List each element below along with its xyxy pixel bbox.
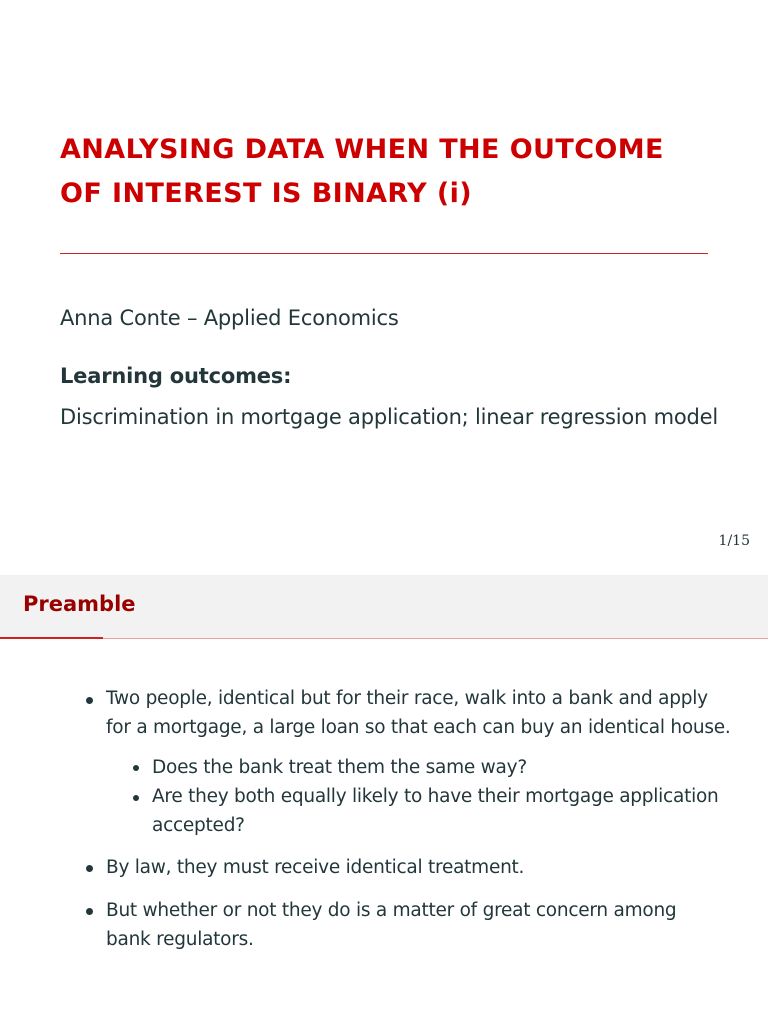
frame-title-divider [0, 638, 768, 639]
list-item-line: for a mortgage, a large loan so that each can buy an identical house. [106, 717, 731, 738]
author-line: Anna Conte – Applied Economics [60, 306, 399, 330]
bullet-dot [86, 908, 93, 915]
learning-outcomes-heading: Learning outcomes: [60, 364, 292, 388]
list-item-line: Does the bank treat them the same way? [152, 757, 527, 778]
list-item-line: By law, they must receive identical treatment. [106, 857, 525, 878]
list-item-line: Two people, identical but for their race, walk into a bank and apply [106, 688, 708, 709]
sub-bullet-dot [133, 765, 139, 771]
slide-title-line-1: ANALYSING DATA WHEN THE OUTCOME [60, 134, 664, 165]
bullet-dot [86, 865, 93, 872]
page-number: 1/15 [718, 533, 750, 549]
list-item [106, 853, 524, 882]
preamble-slide [0, 575, 768, 1024]
list-item-line: accepted? [152, 815, 245, 836]
sub-bullet-dot [133, 795, 139, 801]
frame-title-accent [0, 637, 103, 639]
list-item-line: bank regulators. [106, 929, 254, 950]
list-item-line: But whether or not they do is a matter of great concern among [106, 900, 677, 921]
sub-list-item [152, 782, 719, 840]
sub-list-item [152, 753, 527, 782]
list-item [106, 896, 676, 954]
bullet-dot [86, 697, 93, 704]
list-item [106, 684, 731, 742]
frame-title-bar [0, 575, 768, 638]
title-divider [60, 253, 708, 254]
list-item-line: Are they both equally likely to have their mortgage application [152, 786, 719, 807]
slide-title-line-2: OF INTEREST IS BINARY (i) [60, 178, 473, 209]
slide-title [60, 128, 720, 216]
frame-title: Preamble [23, 592, 136, 616]
learning-outcomes-text: Discrimination in mortgage application; linear regression model [60, 405, 718, 429]
